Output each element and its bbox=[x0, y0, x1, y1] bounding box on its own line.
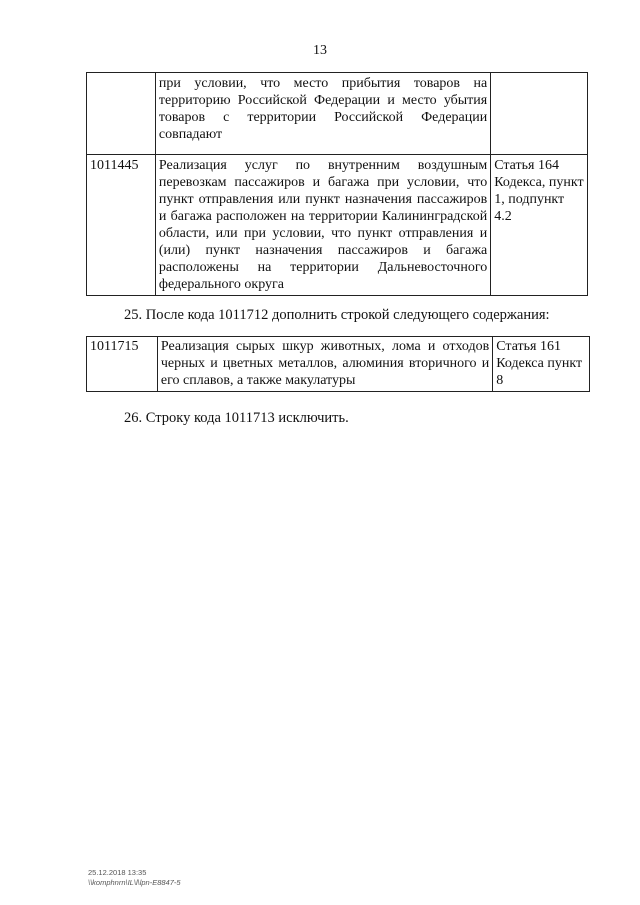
footer-timestamp: 25.12.2018 13:35 bbox=[88, 868, 147, 877]
reference-cell: Статья 161 Кодекса пункт 8 bbox=[493, 337, 590, 392]
footer-file-path: \\komphnrn\IL\l\lpn-E8847-5 bbox=[88, 878, 181, 887]
page-number: 13 bbox=[313, 43, 327, 58]
reference-cell: Статья 164 Кодекса, пункт 1, подпункт 4.2 bbox=[491, 155, 588, 296]
code-cell: 1011715 bbox=[87, 337, 158, 392]
table-row bbox=[87, 337, 590, 392]
table-row bbox=[87, 73, 588, 155]
code-cell: 1011445 bbox=[87, 155, 156, 296]
reference-cell bbox=[491, 73, 588, 155]
description-cell: Реализация сырых шкур животных, лома и отходов черных и цветных металлов, алюминия вторичного и его сплавов, а также макулатуры bbox=[157, 337, 492, 392]
code-cell bbox=[87, 73, 156, 155]
description-cell: при условии, что место прибытия товаров на территорию Российской Федерации и место убытия товаров с территории Российской Федерации совпадают bbox=[155, 73, 490, 155]
description-cell: Реализация услуг по внутренним воздушным перевозкам пассажиров и багажа при условии, что пункт отправления или пункт назначения пассажиров и багажа расположен на территории Калининградской области, или при условии, что пункт отправления и (или) пункт назначения пассажиров и багажа расположены на территории Дальневосточного федерального округа bbox=[155, 155, 490, 296]
table-row bbox=[87, 155, 588, 296]
paragraph-26: 26. Строку кода 1011713 исключить. bbox=[124, 410, 349, 426]
paragraph-25: 25. После кода 1011712 дополнить строкой следующего содержания: bbox=[124, 307, 550, 323]
codes-table-continued bbox=[86, 72, 588, 296]
new-code-table bbox=[86, 336, 590, 392]
